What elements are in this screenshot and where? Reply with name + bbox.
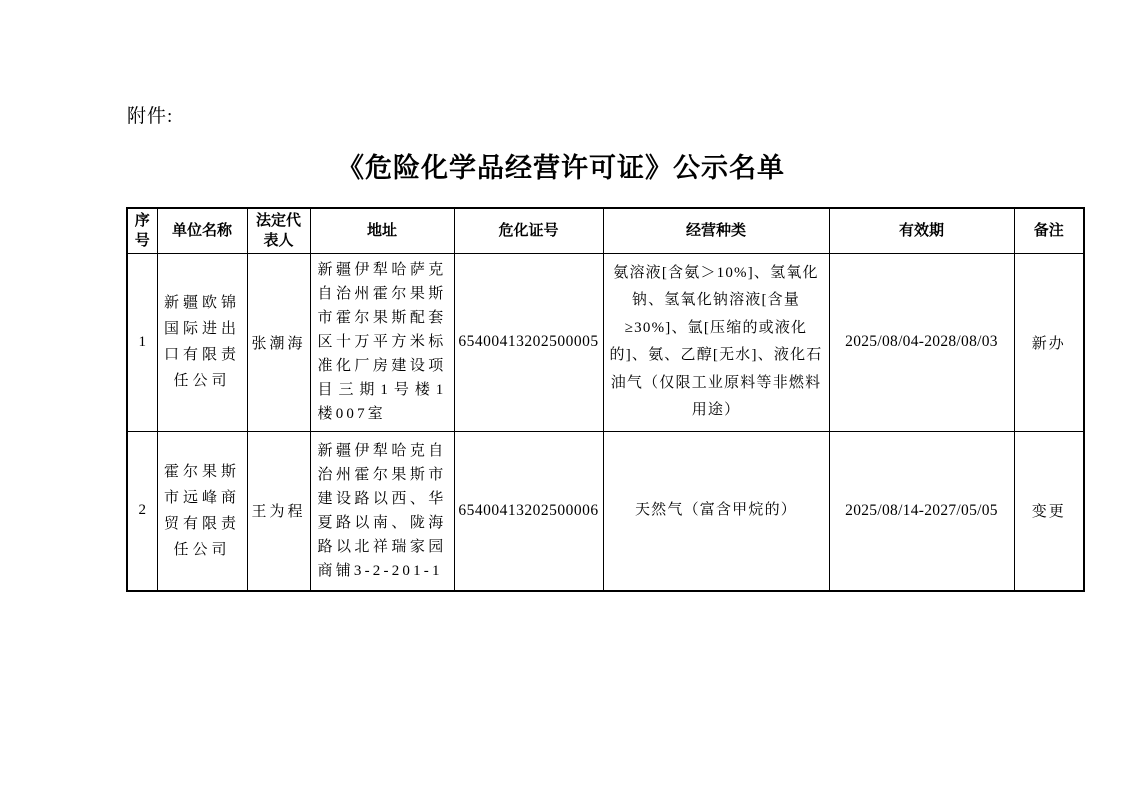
header-seq: 序号 bbox=[127, 208, 157, 253]
cell-company: 新疆欧锦国际进出口有限责任公司 bbox=[157, 253, 247, 431]
cell-legal-rep: 王为程 bbox=[247, 431, 310, 591]
cell-business-types: 天然气（富含甲烷的） bbox=[603, 431, 829, 591]
attachment-label: 附件: bbox=[127, 106, 174, 127]
table-row bbox=[127, 253, 1084, 431]
cell-company: 霍尔果斯市远峰商贸有限责任公司 bbox=[157, 431, 247, 591]
cell-address: 新疆伊犁哈萨克自治州霍尔果斯市霍尔果斯配套区十万平方米标准化厂房建设项目三期1号楼1楼007室 bbox=[310, 253, 454, 431]
cell-license-no: 65400413202500005 bbox=[454, 253, 603, 431]
cell-seq: 2 bbox=[127, 431, 157, 591]
cell-seq: 1 bbox=[127, 253, 157, 431]
cell-business-types: 氨溶液[含氨＞10%]、氢氧化钠、氢氧化钠溶液[含量≥30%]、氩[压缩的或液化的]、氨、乙醇[无水]、液化石油气（仅限工业原料等非燃料用途） bbox=[603, 253, 829, 431]
header-license-no: 危化证号 bbox=[454, 208, 603, 253]
header-validity: 有效期 bbox=[829, 208, 1014, 253]
cell-validity: 2025/08/14-2027/05/05 bbox=[829, 431, 1014, 591]
cell-remark: 变更 bbox=[1014, 431, 1084, 591]
cell-license-no: 65400413202500006 bbox=[454, 431, 603, 591]
table-header-row bbox=[127, 208, 1084, 253]
header-remark: 备注 bbox=[1014, 208, 1084, 253]
page-title: 《危险化学品经营许可证》公示名单 bbox=[337, 153, 785, 183]
header-business-types: 经营种类 bbox=[603, 208, 829, 253]
cell-address: 新疆伊犁哈克自治州霍尔果斯市建设路以西、华夏路以南、陇海路以北祥瑞家园商铺3-2-201-1 bbox=[310, 431, 454, 591]
header-legal-rep: 法定代表人 bbox=[247, 208, 310, 253]
header-address: 地址 bbox=[310, 208, 454, 253]
cell-legal-rep: 张潮海 bbox=[247, 253, 310, 431]
license-table bbox=[126, 207, 1085, 592]
header-company: 单位名称 bbox=[157, 208, 247, 253]
cell-validity: 2025/08/04-2028/08/03 bbox=[829, 253, 1014, 431]
table-row bbox=[127, 431, 1084, 591]
cell-remark: 新办 bbox=[1014, 253, 1084, 431]
